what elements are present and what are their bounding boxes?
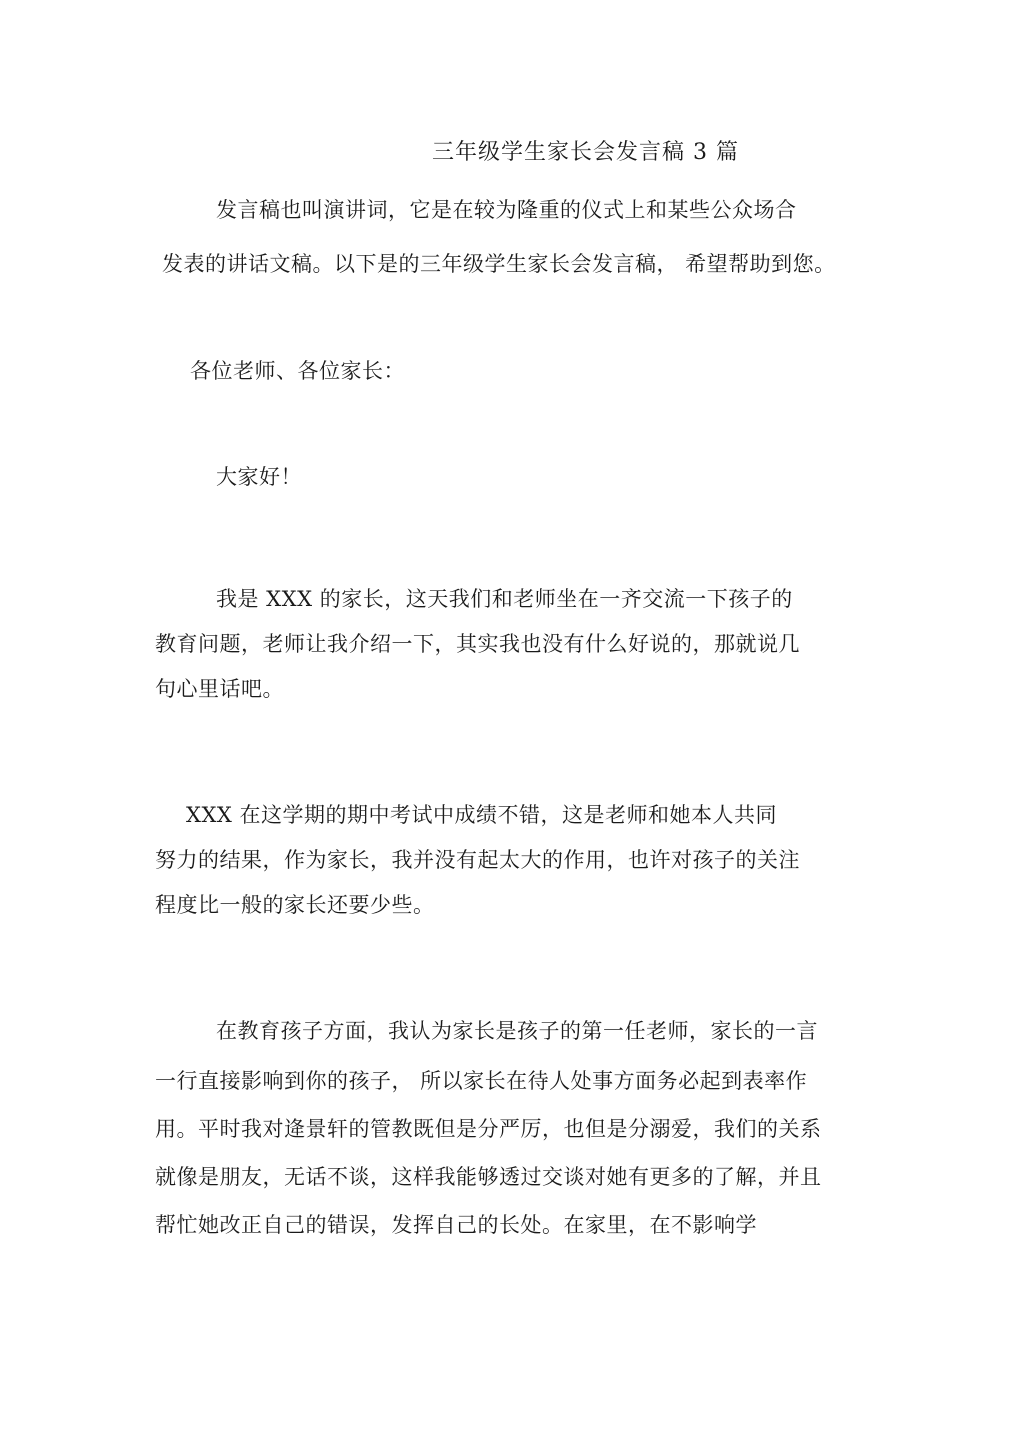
- greeting: 大家好！: [216, 465, 302, 489]
- paragraph-2-line-3: 程度比一般的家长还要少些。: [155, 893, 435, 917]
- paragraph-3-line-2: 一行直接影响到你的孩子， 所以家长在待人处事方面务必起到表率作: [155, 1069, 808, 1093]
- paragraph-3-line-5: 帮忙她改正自己的错误，发挥自己的长处。在家里，在不影响学: [155, 1213, 757, 1237]
- paragraph-3-line-3: 用。平时我对逄景轩的管教既但是分严厉，也但是分溺爱，我们的关系: [155, 1117, 822, 1141]
- paragraph-1-line-1: 我是 XXX 的家长，这天我们和老师坐在一齐交流一下孩子的: [216, 587, 793, 611]
- document-title: 三年级学生家长会发言稿 3 篇: [432, 140, 739, 165]
- paragraph-1-line-3: 句心里话吧。: [155, 677, 284, 701]
- paragraph-2-line-2: 努力的结果，作为家长，我并没有起太大的作用，也许对孩子的关注: [155, 848, 800, 872]
- intro-line-1: 发言稿也叫演讲词，它是在较为隆重的仪式上和某些公众场合: [216, 198, 797, 222]
- salutation: 各位老师、各位家长：: [190, 359, 405, 383]
- paragraph-2-line-1: XXX 在这学期的期中考试中成绩不错，这是老师和她本人共同: [186, 803, 778, 827]
- paragraph-3-line-4: 就像是朋友，无话不谈，这样我能够透过交谈对她有更多的了解，并且: [155, 1165, 822, 1189]
- paragraph-1-line-2: 教育问题，老师让我介绍一下，其实我也没有什么好说的，那就说几: [155, 632, 800, 656]
- intro-line-2: 发表的讲话文稿。以下是的三年级学生家长会发言稿， 希望帮助到您。: [162, 252, 836, 276]
- paragraph-3-line-1: 在教育孩子方面，我认为家长是孩子的第一任老师，家长的一言: [216, 1019, 818, 1043]
